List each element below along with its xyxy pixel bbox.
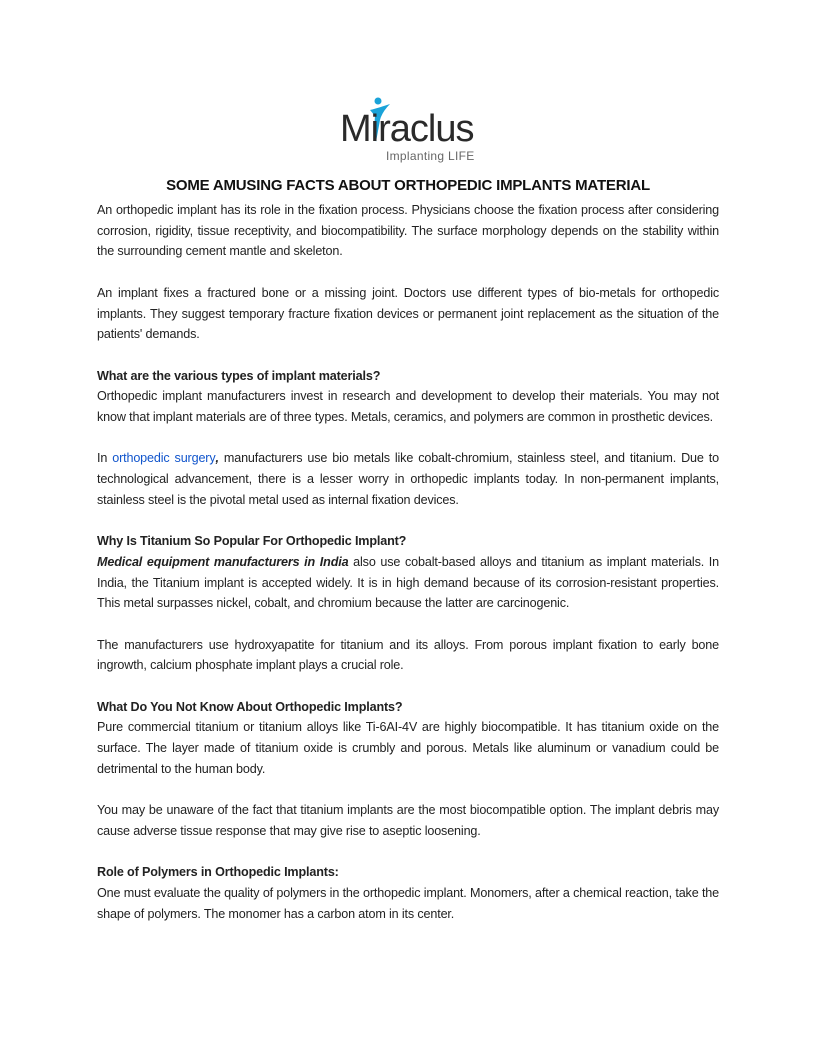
logo-brand: Miraclus [340, 108, 474, 150]
miraclus-logo [338, 96, 483, 166]
paragraph: You may be unaware of the fact that titanium implants are the most biocompatible option. The implant debris may cause adverse tissue response that may give rise to aseptic loosening. [97, 803, 719, 838]
text: manufacturers use bio metals like cobalt-chromium, stainless steel, and titanium. Due to technological advancement, there is a lesser worry in orthopedic implants today. In non-permanent implants, stainless steel is the pivotal metal used as internal fixation devices. [97, 451, 719, 507]
text: also use cobalt-based alloys and titanium as implant materials. In India, the Titanium implant is accepted widely. It is in high demand because of its corrosion-resistant properties. This metal surpasses nickel, cobalt, and chromium because the latter are carcinogenic. [97, 554, 719, 611]
paragraph: Orthopedic implant manufacturers invest in research and development to develop their materials. You may not know that implant materials are of three types. Metals, ceramics, and polymers are common in prosthetic devices. [97, 389, 719, 424]
section-heading: What Do You Not Know About Orthopedic Implants? [97, 699, 403, 714]
paragraph: The manufacturers use hydroxyapatite for titanium and its alloys. From porous implant fixation to early bone ingrowth, calcium phosphate implant plays a crucial role. [97, 637, 719, 673]
paragraph: Pure commercial titanium or titanium alloys like Ti-6AI-4V are highly biocompatible. It has titanium oxide on the surface. The layer made of titanium oxide is crumbly and porous. Metals like aluminum or vanadium could be detrimental to the human body. [97, 720, 719, 776]
page-title: SOME AMUSING FACTS ABOUT ORTHOPEDIC IMPLANTS MATERIAL [166, 177, 650, 194]
section-heading: Role of Polymers in Orthopedic Implants: [97, 865, 339, 880]
paragraph [97, 552, 719, 614]
paragraph: One must evaluate the quality of polymers in the orthopedic implant. Monomers, after a chemical reaction, take the shape of polymers. The monomer has a carbon atom in its center. [97, 886, 719, 921]
emphasis-text: Medical equipment manufacturers in India [97, 554, 349, 569]
text: In [97, 451, 113, 466]
logo-tagline: Implanting LIFE [386, 149, 475, 163]
section-heading: What are the various types of implant materials? [97, 368, 381, 383]
paragraph: An orthopedic implant has its role in the fixation process. Physicians choose the fixation process after considering corrosion, rigidity, tissue receptivity, and biocompatibility. The surface morphology depends on the stability within the surrounding cement mantle and skeleton. [97, 203, 719, 259]
text: , [215, 451, 219, 466]
orthopedic-surgery-link[interactable]: orthopedic surgery [112, 451, 216, 466]
paragraph [97, 448, 719, 510]
document-body [97, 200, 719, 945]
paragraph: An implant fixes a fractured bone or a missing joint. Doctors use different types of bio-metals for orthopedic implants. They suggest temporary fracture fixation devices or permanent joint replacement as the situation of the patients' demands. [97, 285, 719, 342]
section-heading: Why Is Titanium So Popular For Orthopedic Implant? [97, 534, 407, 549]
